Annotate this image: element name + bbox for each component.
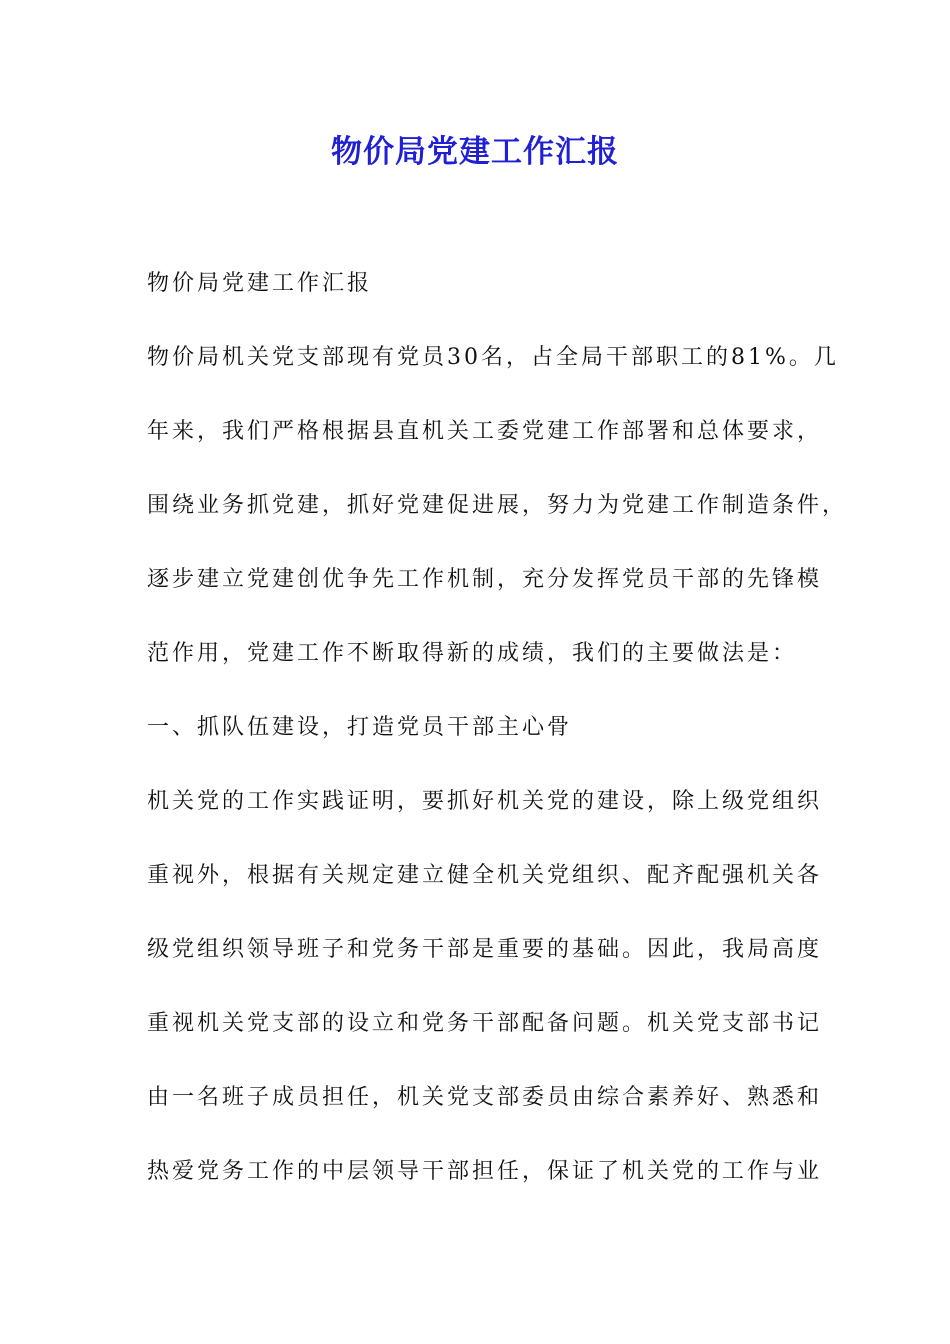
body-line: 物价局党建工作汇报	[147, 271, 373, 296]
body-line: 机关党的工作实践证明，要抓好机关党的建设，除上级党组织	[147, 789, 823, 814]
document-title: 物价局党建工作汇报	[331, 134, 619, 170]
body-line: 年来，我们严格根据县直机关工委党建工作部署和总体要求，	[147, 419, 823, 444]
body-line: 重视外，根据有关规定建立健全机关党组织、配齐配强机关各	[147, 863, 823, 888]
body-line: 重视机关党支部的设立和党务干部配备问题。机关党支部书记	[147, 1011, 823, 1036]
section-heading: 一、抓队伍建设，打造党员干部主心骨	[147, 715, 573, 740]
body-line: 由一名班子成员担任，机关党支部委员由综合素养好、熟悉和	[147, 1085, 823, 1110]
body-line: 物价局机关党支部现有党员30名，占全局干部职工的81%。几	[147, 345, 839, 370]
body-line: 热爱党务工作的中层领导干部担任，保证了机关党的工作与业	[147, 1159, 823, 1184]
body-line: 范作用，党建工作不断取得新的成绩，我们的主要做法是：	[147, 641, 798, 666]
body-line: 逐步建立党建创优争先工作机制，充分发挥党员干部的先锋模	[147, 567, 823, 592]
body-line: 围绕业务抓党建，抓好党建促进展，努力为党建工作制造条件，	[147, 493, 848, 518]
document-body	[147, 265, 848, 1227]
body-line: 级党组织领导班子和党务干部是重要的基础。因此，我局高度	[147, 937, 823, 962]
